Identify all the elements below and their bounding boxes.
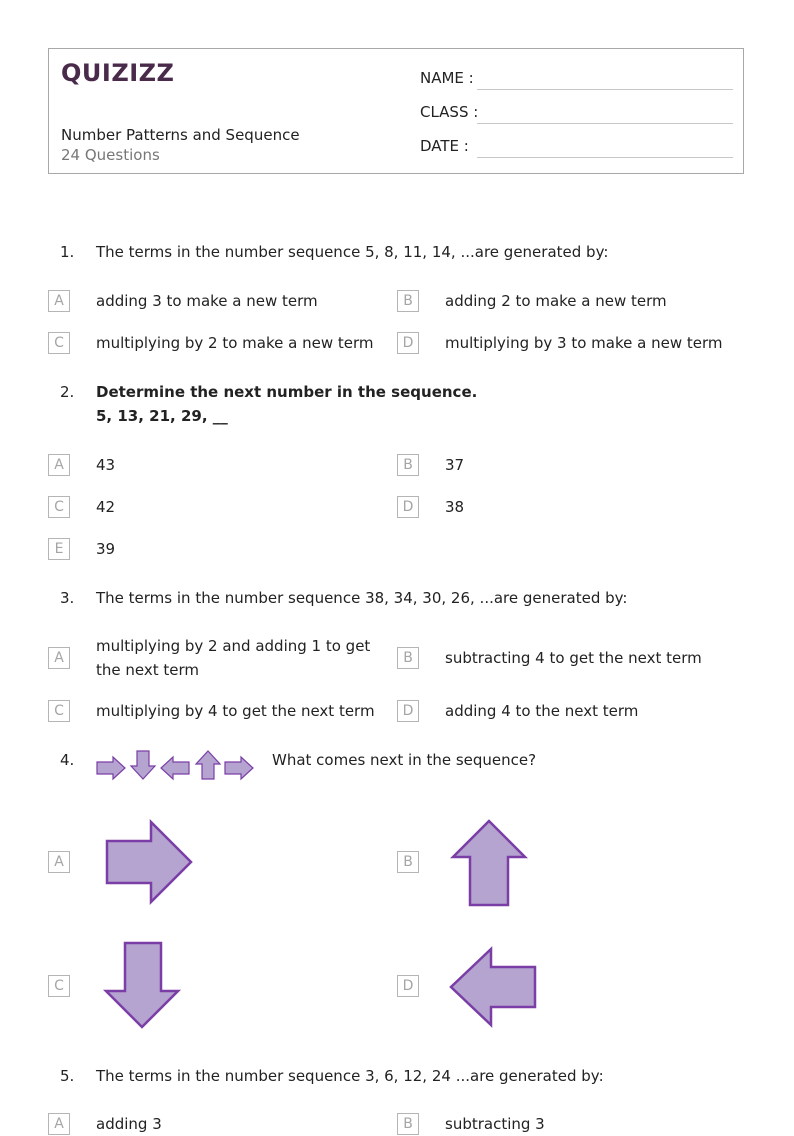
quizizz-logo: QUIZIZZ [61,59,175,87]
class-label: CLASS : [420,103,479,121]
worksheet-header [48,48,744,174]
q1-option-d-box[interactable]: D [397,332,419,354]
question-4-text: What comes next in the sequence? [272,751,537,769]
question-2-text-line2: 5, 13, 21, 29, __ [96,407,228,425]
question-2-number: 2. [60,383,75,401]
question-1-text: The terms in the number sequence 5, 8, 11, 14, ...are generated by: [96,243,609,261]
q3-option-b-box[interactable]: B [397,647,419,669]
q3-option-b-text: subtracting 4 to get the next term [445,649,702,667]
question-3-text: The terms in the number sequence 38, 34, 30, 26, ...are generated by: [96,589,628,607]
arrow-up-icon [450,818,528,908]
q1-option-d-text: multiplying by 3 to make a new term [445,334,723,352]
question-count: 24 Questions [61,146,160,164]
q4-option-c-box[interactable]: C [48,975,70,997]
arrow-left-icon [160,756,190,780]
question-5-number: 5. [60,1067,75,1085]
q2-option-d-text: 38 [445,498,465,516]
q1-option-b-text: adding 2 to make a new term [445,292,667,310]
q2-option-d-box[interactable]: D [397,496,419,518]
q1-option-c-box[interactable]: C [48,332,70,354]
arrow-down-icon [130,750,156,780]
q3-option-d-box[interactable]: D [397,700,419,722]
name-label: NAME : [420,69,474,87]
q2-option-c-text: 42 [96,498,116,516]
q3-option-c-box[interactable]: C [48,700,70,722]
q4-option-a-box[interactable]: A [48,851,70,873]
q1-option-a-box[interactable]: A [48,290,70,312]
question-1-number: 1. [60,243,75,261]
arrow-up-icon [195,750,221,780]
q3-option-d-text: adding 4 to the next term [445,702,639,720]
class-field[interactable] [477,123,733,124]
q5-option-a-box[interactable]: A [48,1113,70,1135]
q5-option-a-text: adding 3 [96,1115,162,1133]
q2-option-a-text: 43 [96,456,116,474]
question-4-number: 4. [60,751,75,769]
q4-option-b-box[interactable]: B [397,851,419,873]
q1-option-a-text: adding 3 to make a new term [96,292,318,310]
date-label: DATE : [420,137,469,155]
question-3-number: 3. [60,589,75,607]
question-5-text: The terms in the number sequence 3, 6, 12, 24 ...are generated by: [96,1067,604,1085]
date-field[interactable] [477,157,733,158]
q1-option-b-box[interactable]: B [397,290,419,312]
q5-option-b-box[interactable]: B [397,1113,419,1135]
arrow-right-icon [224,756,254,780]
q3-option-c-text: multiplying by 4 to get the next term [96,702,375,720]
q4-option-d-box[interactable]: D [397,975,419,997]
q1-option-c-text: multiplying by 2 to make a new term [96,334,374,352]
arrow-right-icon [96,756,126,780]
question-2-text-line1: Determine the next number in the sequence. [96,383,478,401]
arrow-right-icon [104,820,194,904]
q2-option-e-text: 39 [96,540,116,558]
q2-option-e-box[interactable]: E [48,538,70,560]
arrow-left-icon [448,946,538,1028]
q2-option-b-box[interactable]: B [397,454,419,476]
q2-option-a-box[interactable]: A [48,454,70,476]
q3-option-a-box[interactable]: A [48,647,70,669]
arrow-down-icon [104,940,182,1030]
worksheet-title: Number Patterns and Sequence [61,126,300,144]
name-field[interactable] [477,89,733,90]
q2-option-b-text: 37 [445,456,465,474]
q5-option-b-text: subtracting 3 [445,1115,545,1133]
q3-option-a-text: multiplying by 2 and adding 1 to get the next term [96,637,371,679]
q2-option-c-box[interactable]: C [48,496,70,518]
